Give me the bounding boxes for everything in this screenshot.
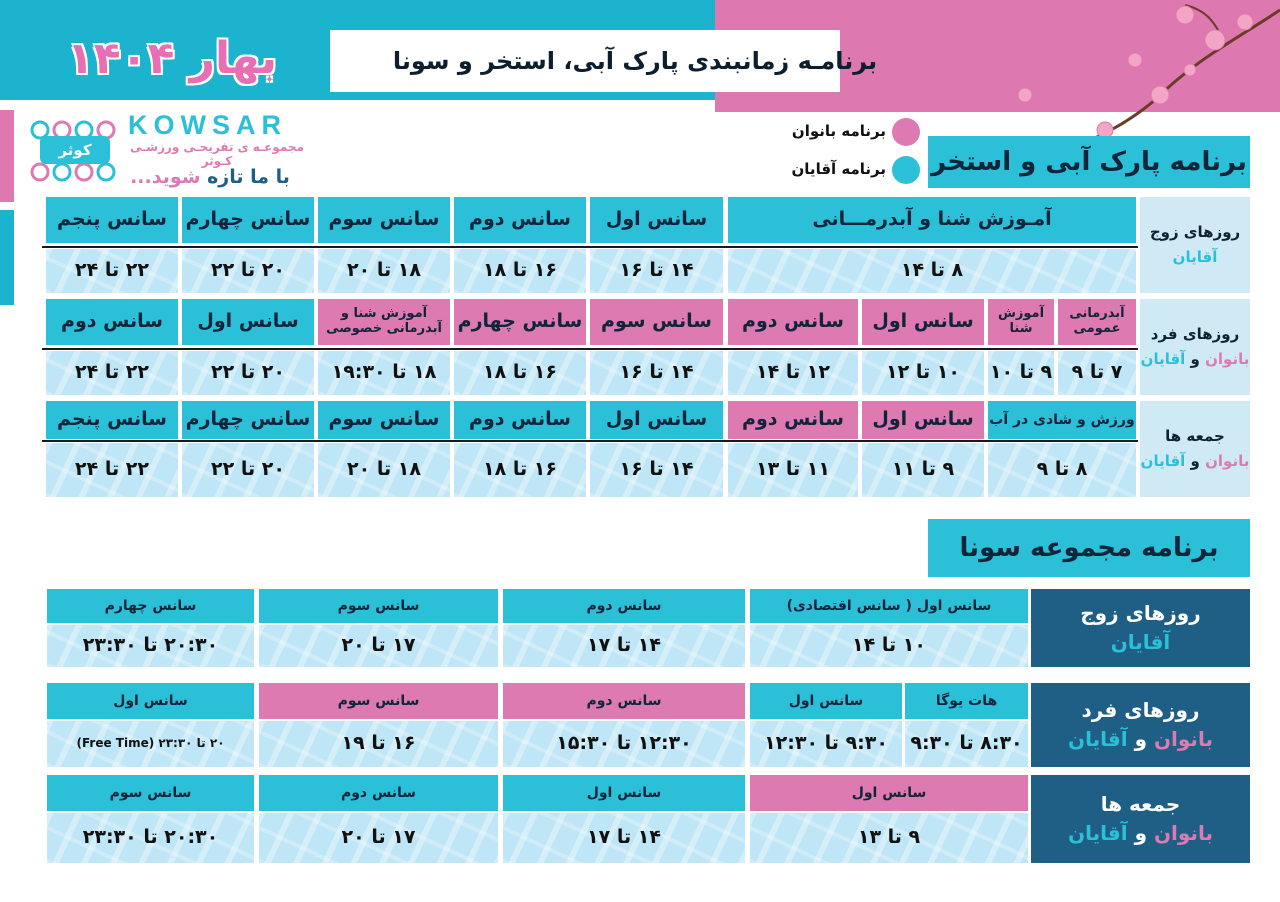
pool-even-divider <box>42 246 1138 248</box>
pool-odd-head-1: آموزش شنا <box>988 299 1054 345</box>
sauna-fri-who-b: آقایان <box>1068 821 1128 845</box>
men-legend-label: برنامه آقایان <box>791 160 886 178</box>
pool-fri-head-3: سانس اول <box>590 401 723 439</box>
pool-fri-val-5: ۱۸ تا ۲۰ <box>318 443 450 497</box>
women-legend-dot <box>892 118 920 146</box>
logo-badge: کوثر <box>40 136 110 164</box>
sauna-fri-head-0: سانس اول <box>750 775 1028 811</box>
pool-odd-head-7: سانس اول <box>182 299 314 345</box>
pool-odd-head-5: سانس چهارم <box>454 299 586 345</box>
pool-even-head-0: آمـوزش شنا و آبدرمـــانی <box>728 197 1136 243</box>
page-title: برنامـه زمانبندی پارک آبی، استخر و سونا <box>392 47 878 75</box>
left-pink-strip <box>0 110 14 202</box>
sauna-odd-who-a: بانوان <box>1153 727 1213 751</box>
pool-odd-val-3: ۱۲ تا ۱۴ <box>728 351 858 395</box>
season-label: بهار ۱۴۰۴ <box>66 32 278 84</box>
pool-odd-who-and: و <box>1190 350 1200 368</box>
pool-fri-val-3: ۱۴ تا ۱۶ <box>590 443 723 497</box>
sauna-even-val-3: ۲۰:۳۰ تا ۲۳:۳۰ <box>47 625 254 667</box>
pool-odd-divider <box>42 348 1138 350</box>
sauna-odd-val-2: ۱۲:۳۰ تا ۱۵:۳۰ <box>503 721 745 767</box>
pool-even-val-4: ۲۰ تا ۲۲ <box>182 249 314 293</box>
pool-odd-day-label: روزهای فرد <box>1150 324 1240 343</box>
sauna-fri-val-1: ۱۴ تا ۱۷ <box>503 813 745 863</box>
pool-even-who: آقایان <box>1172 248 1218 266</box>
sauna-odd-day <box>1031 683 1250 767</box>
pool-odd-val-6: ۱۸ تا ۱۹:۳۰ <box>318 351 450 395</box>
sauna-even-head-3: سانس چهارم <box>47 589 254 623</box>
pool-odd-val-4: ۱۴ تا ۱۶ <box>590 351 723 395</box>
sauna-odd-val-4: ۲۰ تا ۲۳:۳۰ (Free Time) <box>47 721 254 767</box>
sauna-even-who: آقایان <box>1110 630 1171 654</box>
pool-fri-who-b: آقایان <box>1140 452 1186 470</box>
pool-even-head-2: سانس دوم <box>454 197 586 243</box>
sauna-fri-who-a: بانوان <box>1153 821 1213 845</box>
men-legend-dot <box>892 156 920 184</box>
sauna-odd-head-4: سانس اول <box>47 683 254 719</box>
pool-odd-head-0: آبدرمانی عمومی <box>1058 299 1136 345</box>
pool-fri-val-1: ۹ تا ۱۱ <box>862 443 984 497</box>
pool-even-day <box>1140 197 1250 293</box>
brand-name: KOWSAR <box>128 110 287 140</box>
pool-even-head-3: سانس سوم <box>318 197 450 243</box>
sauna-even-val-0: ۱۰ تا ۱۴ <box>750 625 1028 667</box>
pool-odd-val-7: ۲۰ تا ۲۲ <box>182 351 314 395</box>
pool-odd-val-0: ۷ تا ۹ <box>1058 351 1136 395</box>
slogan-part-a: با ما تازه <box>207 166 290 188</box>
sauna-fri-val-0: ۹ تا ۱۳ <box>750 813 1028 863</box>
pool-fri-who-and: و <box>1190 452 1200 470</box>
pool-even-val-1: ۱۴ تا ۱۶ <box>590 249 723 293</box>
pool-fri-head-5: سانس سوم <box>318 401 450 439</box>
pool-odd-head-8: سانس دوم <box>46 299 178 345</box>
pool-fri-day-label: جمعه ها <box>1165 426 1225 445</box>
pool-odd-head-3: سانس دوم <box>728 299 858 345</box>
pool-odd-day <box>1140 299 1250 395</box>
pool-fri-head-7: سانس پنجم <box>46 401 178 439</box>
pool-fri-divider <box>42 440 1138 442</box>
pool-even-head-5: سانس پنجم <box>46 197 178 243</box>
pool-even-day-label: روزهای زوج <box>1149 222 1241 241</box>
sauna-fri-val-2: ۱۷ تا ۲۰ <box>259 813 498 863</box>
brand-subtitle: مجموعـه ی تفریحـی ورزشـی کـوثر <box>129 140 305 168</box>
sauna-odd-head-2: سانس دوم <box>503 683 745 719</box>
sauna-odd-who-and: و <box>1134 727 1147 751</box>
sauna-fri-head-3: سانس سوم <box>47 775 254 811</box>
pool-odd-head-4: سانس سوم <box>590 299 723 345</box>
left-cyan-strip <box>0 210 14 305</box>
pool-odd-val-1: ۹ تا ۱۰ <box>988 351 1054 395</box>
slogan-part-b: شوید... <box>130 166 201 188</box>
sauna-even-day-label: روزهای زوج <box>1080 601 1201 625</box>
pool-fri-val-2: ۱۱ تا ۱۳ <box>728 443 858 497</box>
pool-odd-val-2: ۱۰ تا ۱۲ <box>862 351 984 395</box>
sauna-fri-head-2: سانس دوم <box>259 775 498 811</box>
sauna-fri-val-3: ۲۰:۳۰ تا ۲۳:۳۰ <box>47 813 254 863</box>
sauna-odd-val-3: ۱۶ تا ۱۹ <box>259 721 498 767</box>
sauna-odd-val-0: ۸:۳۰ تا ۹:۳۰ <box>905 721 1028 767</box>
pool-fri-val-7: ۲۲ تا ۲۴ <box>46 443 178 497</box>
sauna-even-head-1: سانس دوم <box>503 589 745 623</box>
sauna-odd-who <box>1068 728 1213 751</box>
sauna-odd-head-0: هات یوگا <box>905 683 1028 719</box>
sauna-even-head-2: سانس سوم <box>259 589 498 623</box>
pool-section-title: برنامه پارک آبی و استخر <box>928 136 1250 188</box>
sauna-fri-day-label: جمعه ها <box>1100 792 1181 816</box>
sauna-odd-day-label: روزهای فرد <box>1081 698 1200 722</box>
sauna-even-val-2: ۱۷ تا ۲۰ <box>259 625 498 667</box>
pool-odd-val-5: ۱۶ تا ۱۸ <box>454 351 586 395</box>
sauna-fri-who-and: و <box>1134 821 1147 845</box>
pool-odd-head-6: آموزش شنا و آبدرمانی خصوصی <box>318 299 450 345</box>
pool-fri-val-4: ۱۶ تا ۱۸ <box>454 443 586 497</box>
pool-fri-day <box>1140 401 1250 497</box>
pool-odd-head-2: سانس اول <box>862 299 984 345</box>
sauna-odd-head-3: سانس سوم <box>259 683 498 719</box>
pool-odd-val-8: ۲۲ تا ۲۴ <box>46 351 178 395</box>
pool-fri-who <box>1141 453 1250 470</box>
sauna-even-day <box>1031 589 1250 667</box>
pool-fri-head-2: سانس دوم <box>728 401 858 439</box>
sauna-fri-day <box>1031 775 1250 863</box>
sauna-fri-who <box>1068 822 1213 845</box>
pool-even-val-2: ۱۶ تا ۱۸ <box>454 249 586 293</box>
pool-fri-head-6: سانس چهارم <box>182 401 314 439</box>
pool-fri-who-a: بانوان <box>1205 452 1250 470</box>
women-legend-label: برنامه بانوان <box>791 122 886 140</box>
pool-odd-who-a: بانوان <box>1205 350 1250 368</box>
pool-even-val-3: ۱۸ تا ۲۰ <box>318 249 450 293</box>
sauna-odd-val-1: ۹:۳۰ تا ۱۲:۳۰ <box>750 721 902 767</box>
pool-fri-val-0: ۸ تا ۹ <box>988 443 1136 497</box>
pool-fri-val-6: ۲۰ تا ۲۲ <box>182 443 314 497</box>
pool-fri-head-1: سانس اول <box>862 401 984 439</box>
brand-slogan <box>110 166 310 196</box>
sauna-even-val-1: ۱۴ تا ۱۷ <box>503 625 745 667</box>
pool-even-head-1: سانس اول <box>590 197 723 243</box>
pool-fri-head-4: سانس دوم <box>454 401 586 439</box>
sauna-section-title: برنامه مجموعه سونا <box>928 519 1250 577</box>
pool-even-val-0: ۸ تا ۱۴ <box>728 249 1136 293</box>
pool-fri-head-0: ورزش و شادی در آب <box>988 401 1136 439</box>
sauna-odd-head-1: سانس اول <box>750 683 902 719</box>
pool-even-head-4: سانس چهارم <box>182 197 314 243</box>
pool-odd-who-b: آقایان <box>1140 350 1186 368</box>
pool-odd-who <box>1141 351 1250 368</box>
pool-even-val-5: ۲۲ تا ۲۴ <box>46 249 178 293</box>
sauna-fri-head-1: سانس اول <box>503 775 745 811</box>
sauna-odd-who-b: آقایان <box>1068 727 1128 751</box>
sauna-even-head-0: سانس اول ( سانس اقتصادی) <box>750 589 1028 623</box>
